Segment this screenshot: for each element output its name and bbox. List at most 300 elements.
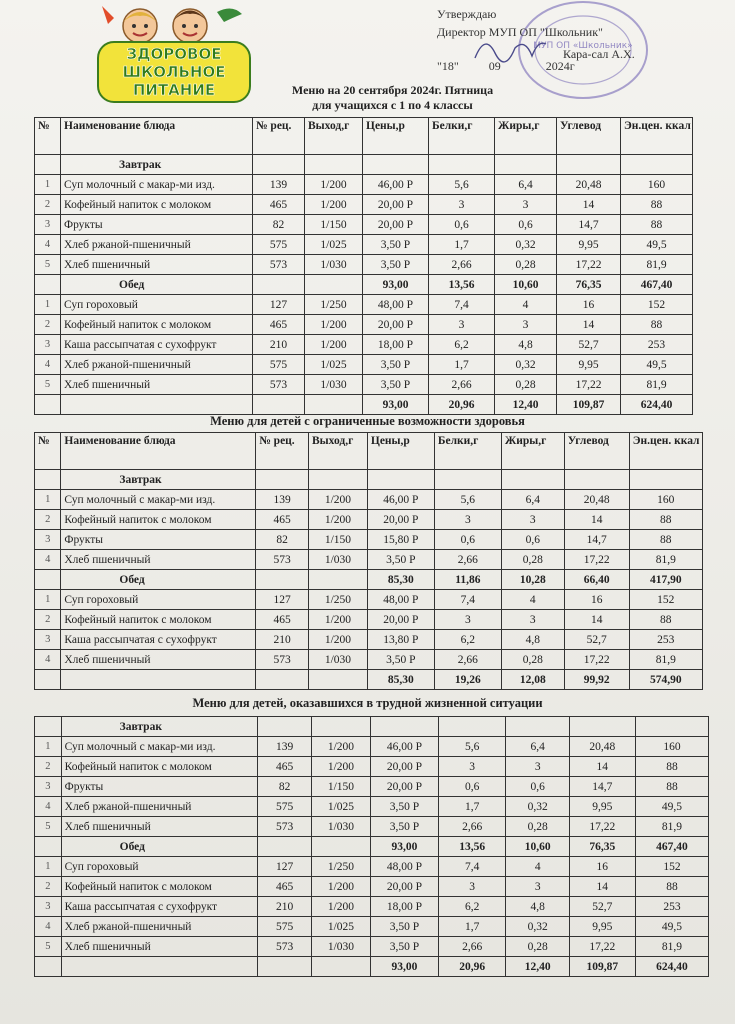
- row-number: 1: [35, 737, 62, 757]
- table-row: [35, 315, 693, 335]
- menu-title-text: Меню на 20 сентября 2024г. Пятница: [291, 83, 494, 97]
- recipe-number: 210: [258, 897, 311, 917]
- empty-cell: [309, 570, 368, 590]
- portion: 1/030: [309, 650, 368, 670]
- empty-cell: [35, 395, 61, 415]
- header-portion: Выход,г: [309, 433, 368, 470]
- empty-cell: [61, 957, 258, 977]
- price: 20,00 Р: [363, 315, 429, 335]
- protein: 2,66: [429, 255, 495, 275]
- dish-name: Фрукты: [61, 530, 256, 550]
- table-row: [35, 937, 709, 957]
- breakfast-total-carbs: 76,35: [557, 275, 621, 295]
- row-number: 3: [35, 215, 61, 235]
- price: 3,50 Р: [363, 375, 429, 395]
- carbs: 14: [570, 757, 636, 777]
- fat: 0,6: [501, 530, 564, 550]
- carbs: 9,95: [570, 797, 636, 817]
- header-carbs: Углевод: [564, 433, 629, 470]
- lunch-total-fat: 12,40: [495, 395, 557, 415]
- header-energy: Эн.цен. ккал: [621, 118, 693, 155]
- portion: 1/030: [309, 550, 368, 570]
- table-row: [35, 355, 693, 375]
- price: 3,50 Р: [371, 937, 439, 957]
- empty-cell: [564, 470, 629, 490]
- empty-cell: [635, 717, 709, 737]
- carbs: 17,22: [564, 650, 629, 670]
- portion: 1/200: [309, 610, 368, 630]
- fat: 0,32: [495, 355, 557, 375]
- empty-cell: [305, 275, 363, 295]
- lunch-total-price: 85,30: [367, 670, 434, 690]
- dish-name: Хлеб пшеничный: [61, 255, 253, 275]
- price: 48,00 Р: [371, 857, 439, 877]
- carbs: 16: [570, 857, 636, 877]
- portion: 1/030: [305, 255, 363, 275]
- fat: 4: [506, 857, 570, 877]
- recipe-number: 465: [256, 510, 309, 530]
- row-number: 3: [35, 897, 62, 917]
- row-number: 5: [35, 937, 62, 957]
- fat: 0,32: [506, 797, 570, 817]
- menu-subtitle: [0, 98, 735, 113]
- dish-name: Хлеб пшеничный: [61, 375, 253, 395]
- protein: 7,4: [438, 857, 506, 877]
- price: 46,00 Р: [371, 737, 439, 757]
- energy: 88: [629, 530, 702, 550]
- portion: 1/200: [305, 315, 363, 335]
- energy: 88: [629, 610, 702, 630]
- dish-name: Кофейный напиток с молоком: [61, 510, 256, 530]
- breakfast-total-price: 93,00: [363, 275, 429, 295]
- menu-subtitle-text: для учащихся с 1 по 4 классы: [312, 98, 473, 112]
- table-row: [35, 195, 693, 215]
- dish-name: Фрукты: [61, 215, 253, 235]
- fat: 6,4: [501, 490, 564, 510]
- portion: 1/200: [309, 510, 368, 530]
- empty-cell: [501, 470, 564, 490]
- recipe-number: 127: [258, 857, 311, 877]
- empty-cell: [629, 470, 702, 490]
- empty-cell: [621, 155, 693, 175]
- dish-name: Каша рассыпчатая с сухофрукт: [61, 897, 258, 917]
- row-number: 5: [35, 817, 62, 837]
- price: 20,00 Р: [371, 757, 439, 777]
- breakfast-total-energy: 467,40: [621, 275, 693, 295]
- header-recipe-number: № рец.: [253, 118, 305, 155]
- empty-cell: [35, 275, 61, 295]
- approval-date-day: "18": [437, 59, 459, 73]
- dish-name: Хлеб ржаной-пшеничный: [61, 917, 258, 937]
- row-number: 2: [35, 757, 62, 777]
- recipe-number: 127: [253, 295, 305, 315]
- dish-name: Суп молочный с макар-ми изд.: [61, 737, 258, 757]
- dish-name: Кофейный напиток с молоком: [61, 757, 258, 777]
- portion: 1/200: [311, 737, 370, 757]
- fat: 0,28: [495, 255, 557, 275]
- fat: 0,6: [495, 215, 557, 235]
- carbs: 14: [564, 510, 629, 530]
- row-number: 1: [35, 590, 61, 610]
- fat: 3: [506, 877, 570, 897]
- empty-cell: [438, 717, 506, 737]
- dish-name: Суп гороховый: [61, 857, 258, 877]
- fat: 0,32: [506, 917, 570, 937]
- empty-cell: [305, 155, 363, 175]
- lunch-total-fat: 12,40: [506, 957, 570, 977]
- empty-cell: [311, 837, 370, 857]
- price: 3,50 Р: [367, 550, 434, 570]
- table-row: [35, 757, 709, 777]
- protein: 1,7: [429, 235, 495, 255]
- energy: 49,5: [621, 235, 693, 255]
- portion: 1/200: [309, 490, 368, 510]
- recipe-number: 127: [256, 590, 309, 610]
- portion: 1/200: [311, 897, 370, 917]
- header-energy: Эн.цен. ккал: [629, 433, 702, 470]
- portion: 1/025: [311, 917, 370, 937]
- protein: 0,6: [429, 215, 495, 235]
- breakfast-total-carbs: 66,40: [564, 570, 629, 590]
- row-number: 3: [35, 335, 61, 355]
- fat: 0,28: [506, 817, 570, 837]
- protein: 6,2: [438, 897, 506, 917]
- protein: 2,66: [429, 375, 495, 395]
- recipe-number: 139: [258, 737, 311, 757]
- fat: 3: [506, 757, 570, 777]
- empty-cell: [35, 470, 61, 490]
- table-row: [35, 335, 693, 355]
- lunch-total-carbs: 99,92: [564, 670, 629, 690]
- empty-cell: [495, 155, 557, 175]
- header-row: [35, 433, 703, 470]
- recipe-number: 139: [253, 175, 305, 195]
- carbs: 52,7: [564, 630, 629, 650]
- section-title-ovz: Меню для детей с ограниченные возможности здоровья: [210, 414, 525, 428]
- energy: 49,5: [635, 797, 709, 817]
- energy: 81,9: [621, 255, 693, 275]
- table-row: [35, 897, 709, 917]
- energy: 253: [635, 897, 709, 917]
- carbs: 17,22: [564, 550, 629, 570]
- protein: 7,4: [434, 590, 501, 610]
- dish-name: Хлеб ржаной-пшеничный: [61, 797, 258, 817]
- price: 3,50 Р: [367, 650, 434, 670]
- table-row: [35, 737, 709, 757]
- empty-cell: [256, 670, 309, 690]
- empty-cell: [371, 717, 439, 737]
- row-number: 5: [35, 255, 61, 275]
- protein: 3: [438, 877, 506, 897]
- approval-title: Утверждаю: [437, 7, 497, 21]
- energy: 81,9: [629, 650, 702, 670]
- fat: 6,4: [506, 737, 570, 757]
- price: 13,80 Р: [367, 630, 434, 650]
- recipe-number: 575: [253, 235, 305, 255]
- energy: 88: [635, 777, 709, 797]
- empty-cell: [256, 570, 309, 590]
- row-number: 5: [35, 375, 61, 395]
- table-row: [35, 375, 693, 395]
- carbs: 14,7: [557, 215, 621, 235]
- empty-cell: [363, 155, 429, 175]
- energy: 49,5: [621, 355, 693, 375]
- breakfast-label: Завтрак: [61, 717, 258, 737]
- recipe-number: 575: [253, 355, 305, 375]
- empty-cell: [35, 155, 61, 175]
- portion: 1/025: [305, 235, 363, 255]
- price: 48,00 Р: [363, 295, 429, 315]
- empty-cell: [429, 155, 495, 175]
- lunch-total-energy: 574,90: [629, 670, 702, 690]
- lunch-label-row: [35, 837, 709, 857]
- empty-cell: [35, 957, 62, 977]
- table-row: [35, 175, 693, 195]
- breakfast-label-row: [35, 470, 703, 490]
- portion: 1/025: [311, 797, 370, 817]
- portion: 1/150: [305, 215, 363, 235]
- lunch-label-row: [35, 275, 693, 295]
- recipe-number: 210: [256, 630, 309, 650]
- fat: 0,28: [495, 375, 557, 395]
- menu-table-difficult-situation: [34, 716, 709, 977]
- empty-cell: [35, 570, 61, 590]
- dish-name: Хлеб пшеничный: [61, 550, 256, 570]
- price: 46,00 Р: [363, 175, 429, 195]
- dish-name: Кофейный напиток с молоком: [61, 315, 253, 335]
- protein: 5,6: [438, 737, 506, 757]
- fat: 3: [495, 315, 557, 335]
- table-row: [35, 215, 693, 235]
- price: 20,00 Р: [363, 195, 429, 215]
- carbs: 9,95: [570, 917, 636, 937]
- carbs: 52,7: [557, 335, 621, 355]
- lunch-label: Обед: [61, 570, 256, 590]
- protein: 0,6: [434, 530, 501, 550]
- breakfast-total-fat: 10,60: [495, 275, 557, 295]
- protein: 3: [434, 510, 501, 530]
- portion: 1/025: [305, 355, 363, 375]
- recipe-number: 82: [256, 530, 309, 550]
- portion: 1/030: [311, 817, 370, 837]
- recipe-number: 465: [256, 610, 309, 630]
- empty-cell: [305, 395, 363, 415]
- recipe-number: 573: [258, 817, 311, 837]
- portion: 1/250: [311, 857, 370, 877]
- approval-date-month: 09: [488, 59, 501, 73]
- energy: 88: [635, 757, 709, 777]
- table-row: [35, 777, 709, 797]
- empty-cell: [258, 957, 311, 977]
- breakfast-total-carbs: 76,35: [570, 837, 636, 857]
- fat: 0,28: [501, 650, 564, 670]
- portion: 1/030: [311, 937, 370, 957]
- lunch-total-carbs: 109,87: [557, 395, 621, 415]
- empty-cell: [570, 717, 636, 737]
- empty-cell: [253, 395, 305, 415]
- carbs: 14: [570, 877, 636, 897]
- carbs: 9,95: [557, 355, 621, 375]
- approval-date-year: 2024г: [545, 59, 575, 73]
- breakfast-total-energy: 417,90: [629, 570, 702, 590]
- total-row: [35, 395, 693, 415]
- row-number: 1: [35, 490, 61, 510]
- price: 3,50 Р: [363, 355, 429, 375]
- logo-word-3: ПИТАНИЕ: [132, 81, 216, 99]
- empty-cell: [434, 470, 501, 490]
- protein: 5,6: [434, 490, 501, 510]
- recipe-number: 139: [256, 490, 309, 510]
- table-row: [35, 530, 703, 550]
- row-number: 3: [35, 630, 61, 650]
- header-carbs: Углевод: [557, 118, 621, 155]
- lunch-total-protein: 19,26: [434, 670, 501, 690]
- protein: 3: [429, 315, 495, 335]
- row-number: 2: [35, 610, 61, 630]
- price: 20,00 Р: [371, 777, 439, 797]
- energy: 88: [621, 215, 693, 235]
- header-dish-name: Наименование блюда: [61, 118, 253, 155]
- lunch-total-price: 93,00: [363, 395, 429, 415]
- row-number: 4: [35, 550, 61, 570]
- lunch-total-fat: 12,08: [501, 670, 564, 690]
- fat: 4,8: [495, 335, 557, 355]
- recipe-number: 465: [253, 195, 305, 215]
- carbs: 17,22: [570, 937, 636, 957]
- price: 20,00 Р: [367, 610, 434, 630]
- protein: 6,2: [429, 335, 495, 355]
- signature: [470, 28, 550, 68]
- row-number: 4: [35, 235, 61, 255]
- carbs: 14,7: [564, 530, 629, 550]
- protein: 0,6: [438, 777, 506, 797]
- empty-cell: [557, 155, 621, 175]
- table-row: [35, 295, 693, 315]
- total-row: [35, 957, 709, 977]
- header-row-number: №: [35, 118, 61, 155]
- breakfast-total-energy: 467,40: [635, 837, 709, 857]
- fat: 3: [495, 195, 557, 215]
- empty-cell: [258, 837, 311, 857]
- portion: 1/250: [305, 295, 363, 315]
- empty-cell: [35, 837, 62, 857]
- empty-cell: [311, 957, 370, 977]
- carbs: 52,7: [570, 897, 636, 917]
- stamp-text: МУП ОП «Школьник»: [533, 41, 633, 51]
- header-row-number: №: [35, 433, 61, 470]
- row-number: 3: [35, 530, 61, 550]
- breakfast-label-row: [35, 155, 693, 175]
- fat: 3: [501, 610, 564, 630]
- protein: 2,66: [434, 650, 501, 670]
- portion: 1/200: [305, 335, 363, 355]
- portion: 1/150: [311, 777, 370, 797]
- empty-cell: [61, 670, 256, 690]
- table-row: [35, 235, 693, 255]
- empty-cell: [258, 717, 311, 737]
- fat: 0,28: [501, 550, 564, 570]
- table-row: [35, 510, 703, 530]
- breakfast-label: Завтрак: [61, 470, 256, 490]
- carbs: 20,48: [570, 737, 636, 757]
- recipe-number: 210: [253, 335, 305, 355]
- recipe-number: 575: [258, 917, 311, 937]
- fat: 0,32: [495, 235, 557, 255]
- row-number: 4: [35, 917, 62, 937]
- table-row: [35, 857, 709, 877]
- energy: 152: [635, 857, 709, 877]
- recipe-number: 82: [253, 215, 305, 235]
- row-number: 2: [35, 315, 61, 335]
- lunch-label: Обед: [61, 275, 253, 295]
- fat: 0,6: [506, 777, 570, 797]
- table-row: [35, 817, 709, 837]
- protein: 2,66: [434, 550, 501, 570]
- lunch-total-price: 93,00: [371, 957, 439, 977]
- dish-name: Хлеб ржаной-пшеничный: [61, 355, 253, 375]
- energy: 160: [635, 737, 709, 757]
- row-number: 1: [35, 295, 61, 315]
- dish-name: Кофейный напиток с молоком: [61, 877, 258, 897]
- header-portion: Выход,г: [305, 118, 363, 155]
- dish-name: Хлеб пшеничный: [61, 817, 258, 837]
- protein: 6,2: [434, 630, 501, 650]
- energy: 253: [629, 630, 702, 650]
- fat: 4: [495, 295, 557, 315]
- price: 20,00 Р: [371, 877, 439, 897]
- recipe-number: 465: [258, 877, 311, 897]
- dish-name: Фрукты: [61, 777, 258, 797]
- menu-table-grades-1-4: [34, 117, 693, 415]
- table-row: [35, 550, 703, 570]
- breakfast-total-protein: 13,56: [438, 837, 506, 857]
- dish-name: Суп молочный с макар-ми изд.: [61, 490, 256, 510]
- carbs: 17,22: [557, 255, 621, 275]
- approval-director-name: Кара-сал А.Х.: [563, 47, 635, 61]
- recipe-number: 573: [253, 255, 305, 275]
- protein: 5,6: [429, 175, 495, 195]
- lunch-total-protein: 20,96: [438, 957, 506, 977]
- header-recipe-number: № рец.: [256, 433, 309, 470]
- breakfast-total-price: 85,30: [367, 570, 434, 590]
- lunch-total-carbs: 109,87: [570, 957, 636, 977]
- fat: 0,28: [506, 937, 570, 957]
- energy: 88: [629, 510, 702, 530]
- empty-cell: [506, 717, 570, 737]
- header-fat: Жиры,г: [501, 433, 564, 470]
- carbs: 14: [557, 315, 621, 335]
- header-price: Цены,р: [363, 118, 429, 155]
- header-price: Цены,р: [367, 433, 434, 470]
- portion: 1/200: [309, 630, 368, 650]
- energy: 49,5: [635, 917, 709, 937]
- row-number: 2: [35, 195, 61, 215]
- table-row: [35, 877, 709, 897]
- empty-cell: [311, 717, 370, 737]
- energy: 253: [621, 335, 693, 355]
- header-dish-name: Наименование блюда: [61, 433, 256, 470]
- price: 18,00 Р: [371, 897, 439, 917]
- portion: 1/200: [311, 757, 370, 777]
- empty-cell: [35, 670, 61, 690]
- approval-director: Директор МУП ОП "Школьник": [437, 25, 603, 39]
- price: 46,00 Р: [367, 490, 434, 510]
- header-protein: Белки,г: [429, 118, 495, 155]
- price: 3,50 Р: [371, 917, 439, 937]
- recipe-number: 573: [256, 650, 309, 670]
- energy: 81,9: [629, 550, 702, 570]
- breakfast-total-protein: 13,56: [429, 275, 495, 295]
